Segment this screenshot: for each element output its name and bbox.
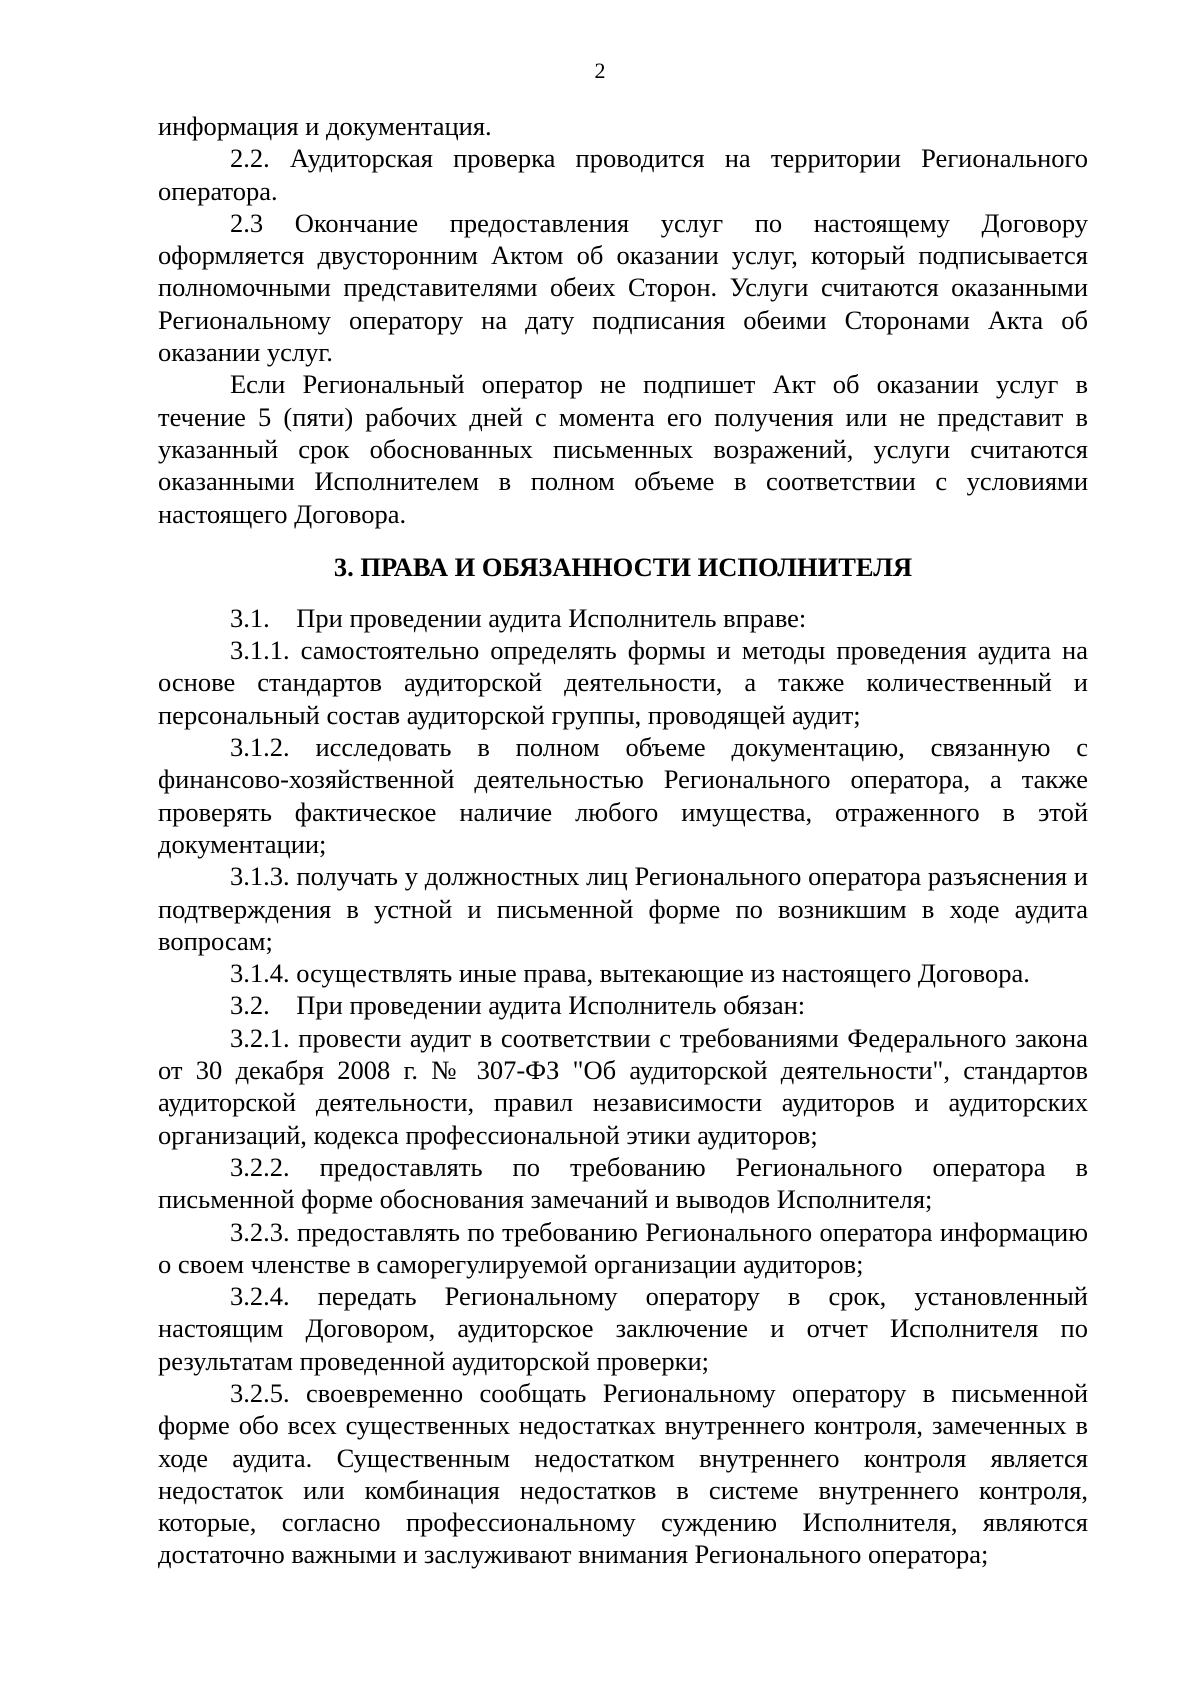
clause-number: 3.2.2. <box>230 1151 290 1182</box>
clause-3-2-3 <box>158 1216 1088 1281</box>
clause-3-1 <box>158 602 1088 634</box>
clause-number: 3.1.4. <box>230 958 290 989</box>
clause-text: провести аудит в соответствии с требованиями Федерального закона от 30 декабря 2008 г. № 307-ФЗ "Об аудиторской деятельности", стандартов аудиторской деятельности, правил независимости аудиторов и аудиторских организаций, кодекса профессиональной этики аудиторов; <box>158 1022 1089 1150</box>
clause-text: предоставлять по требованию Регионального оператора в письменной форме обоснования замечаний и выводов Исполнителя; <box>158 1151 1089 1215</box>
clause-text: При проведении аудита Исполнитель вправе: <box>296 602 807 633</box>
clause-3-2-5 <box>158 1377 1088 1571</box>
clause-text: При проведении аудита Исполнитель обязан: <box>296 990 806 1021</box>
clause-number: 3.2.4. <box>230 1281 290 1312</box>
paragraph-2-3: 2.3 Окончание предоставления услуг по настоящему Договору оформляется двусторонним Актом об оказании услуг, который подписывается полномочными представителями обеих Сторон. Услуги считаются оказанными Региональному оператору на дату подписания обеими Сторонами Акта об оказании услуг. <box>158 207 1088 368</box>
clause-number: 3.1.3. <box>230 861 290 892</box>
clause-text: осуществлять иные права, вытекающие из настоящего Договора. <box>296 958 1030 989</box>
clause-text: самостоятельно определять формы и методы проведения аудита на основе стандартов аудиторской деятельности, а также количественный и персональный состав аудиторской группы, проводящей аудит; <box>158 635 1088 730</box>
clause-text: своевременно сообщать Региональному оператору в письменной форме обо всех существенных недостатках внутреннего контроля, замеченных в ходе аудита. Существенным недостатком внутреннего контроля является недостаток или комбинация недостатков в системе внутреннего контроля, которые, согласно профессиональному суждению Исполнителя, являются достаточно важными и заслуживают внимания Регионального оператора; <box>158 1377 1089 1570</box>
clause-3-1-3 <box>158 860 1088 957</box>
clause-text: передать Региональному оператору в срок, установленный настоящим Договором, аудиторское заключение и отчет Исполнителя по результатам проведенной аудиторской проверки; <box>158 1281 1088 1376</box>
paragraph-2-3-continued: Если Региональный оператор не подпишет Акт об оказании услуг в течение 5 (пяти) рабочих дней с момента его получения или не представит в указанный срок обоснованных письменных возражений, услуги считаются оказанными Исполнителем в полном объеме в соответствии с условиями настоящего Договора. <box>158 369 1088 529</box>
clause-number: 3.2. <box>230 990 270 1021</box>
clause-3-2-2 <box>158 1151 1088 1216</box>
clause-3-2 <box>158 989 1088 1021</box>
clause-number: 3.1.2. <box>230 732 290 763</box>
clause-3-2-1 <box>158 1022 1088 1151</box>
clause-number: 3.2.1. <box>230 1022 290 1053</box>
clause-3-1-1 <box>158 634 1088 731</box>
clause-3-2-4 <box>158 1280 1088 1377</box>
clause-text: получать у должностных лиц Регионального оператора разъяснения и подтверждения в устной и письменной форме по возникшим в ходе аудита вопросам; <box>158 861 1088 956</box>
clause-number: 3.2.5. <box>230 1377 290 1408</box>
clause-text: исследовать в полном объеме документацию, связанную с финансово-хозяйственной деятельностью Регионального оператора, а также проверять фактическое наличие любого имущества, отраженного в этой документации; <box>158 732 1088 859</box>
page-number: 2 <box>594 58 606 83</box>
section-heading: 3. ПРАВА И ОБЯЗАННОСТИ ИСПОЛНИТЕЛЯ <box>333 551 913 582</box>
clause-number: 3.1.1. <box>230 635 290 666</box>
clause-number: 3.2.3. <box>230 1216 290 1247</box>
clause-number: 3.1. <box>230 602 270 633</box>
document-body <box>158 110 1088 1571</box>
clause-3-1-4 <box>158 957 1088 989</box>
paragraph-continuation: информация и документация. <box>158 111 492 141</box>
clause-text: предоставлять по требованию Регионального оператора информацию о своем членстве в саморегулируемой организации аудиторов; <box>158 1216 1089 1279</box>
clause-3-1-2 <box>158 731 1088 860</box>
paragraph-2-2: 2.2. Аудиторская проверка проводится на территории Регионального оператора. <box>158 143 1088 206</box>
